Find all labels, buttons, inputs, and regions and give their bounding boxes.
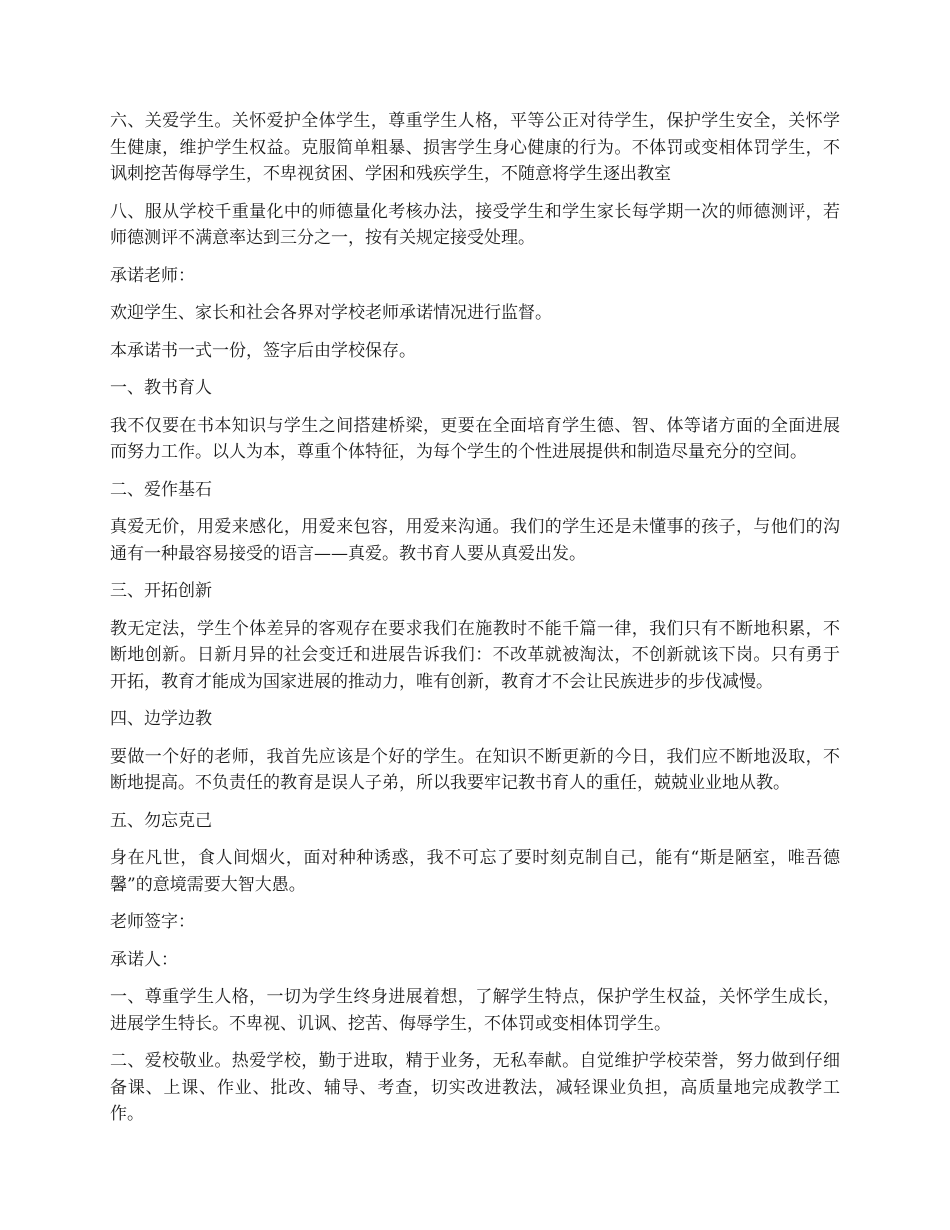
paragraph-copy-storage: 本承诺书一式一份，签字后由学校保存。 — [110, 340, 416, 361]
paragraph-learn-while-teaching: 要做一个好的老师，我首先应该是个好的学生。在知识不断更新的今日，我们应不断地汲取，不断地提高。不负责任的教育是误人子弟，所以我要牢记教书育人的重任，兢兢业业地从教。 — [110, 746, 840, 793]
paragraph-care-for-students: 六、关爱学生。关怀爱护全体学生，尊重学生人格，平等公正对待学生，保护学生安全，关怀学生健康，维护学生权益。克服简单粗暴、损害学生身心健康的行为。不体罚或变相体罚学生，不讽刺挖苦侮辱学生，不卑视贫困、学困和残疾学生，不随意将学生逐出教室 — [110, 111, 840, 184]
paragraph-self-restraint: 身在凡世，食人间烟火，面对种种诱惑，我不可忘了要时刻克制自己，能有“斯是陋室，唯吾德馨”的意境需要大智大愚。 — [110, 848, 840, 895]
heading-teaching-educating: 一、教书育人 — [110, 378, 212, 398]
paragraph-supervision-welcome: 欢迎学生、家长和社会各界对学校老师承诺情况进行监督。 — [110, 303, 552, 323]
label-pledging-teacher: 承诺老师： — [110, 265, 195, 286]
label-teacher-signature: 老师签字： — [110, 912, 195, 932]
paragraph-love-foundation: 真爱无价，用爱来感化，用爱来包容，用爱来沟通。我们的学生还是未懂事的孩子，与他们的沟通有一种最容易接受的语言——真爱。教书育人要从真爱出发。 — [110, 517, 840, 564]
heading-love-foundation: 二、爱作基石 — [110, 479, 212, 500]
paragraph-innovation: 教无定法，学生个体差异的客观存在要求我们在施教时不能千篇一律，我们只有不断地积累，不断地创新。日新月异的社会变迁和进展告诉我们：不改革就被淘汰，不创新就该下岗。只有勇于开拓，教育才能成为国家进展的推动力，唯有创新，教育才不会让民族进步的步伐减慢。 — [110, 618, 840, 692]
heading-innovation: 三、开拓创新 — [110, 581, 212, 601]
label-pledger: 承诺人： — [110, 949, 178, 970]
paragraph-respect-students: 一、尊重学生人格，一切为学生终身进展着想，了解学生特点，保护学生权益，关怀学生成长，进展学生特长。不卑视、讥讽、挖苦、侮辱学生，不体罚或变相体罚学生。 — [110, 987, 840, 1034]
paragraph-teaching-educating: 我不仅要在书本知识与学生之间搭建桥梁，更要在全面培育学生德、智、体等诸方面的全面进展而努力工作。以人为本，尊重个体特征，为每个学生的个性进展提供和制造尽量充分的空间。 — [110, 415, 840, 462]
heading-self-restraint: 五、勿忘克己 — [110, 810, 212, 831]
paragraph-love-school: 二、爱校敬业。热爱学校，勤于进取，精于业务，无私奉献。自觉维护学校荣誉，努力做到仔细备课、上课、作业、批改、辅导、考查，切实改进教法，减轻课业负担，高质量地完成教学工作。 — [110, 1051, 840, 1124]
heading-learn-while-teaching: 四、边学边教 — [110, 709, 212, 729]
paragraph-ethics-assessment: 八、服从学校千重量化中的师德量化考核办法，接受学生和学生家长每学期一次的师德测评，若师德测评不满意率达到三分之一，按有关规定接受处理。 — [110, 201, 840, 248]
